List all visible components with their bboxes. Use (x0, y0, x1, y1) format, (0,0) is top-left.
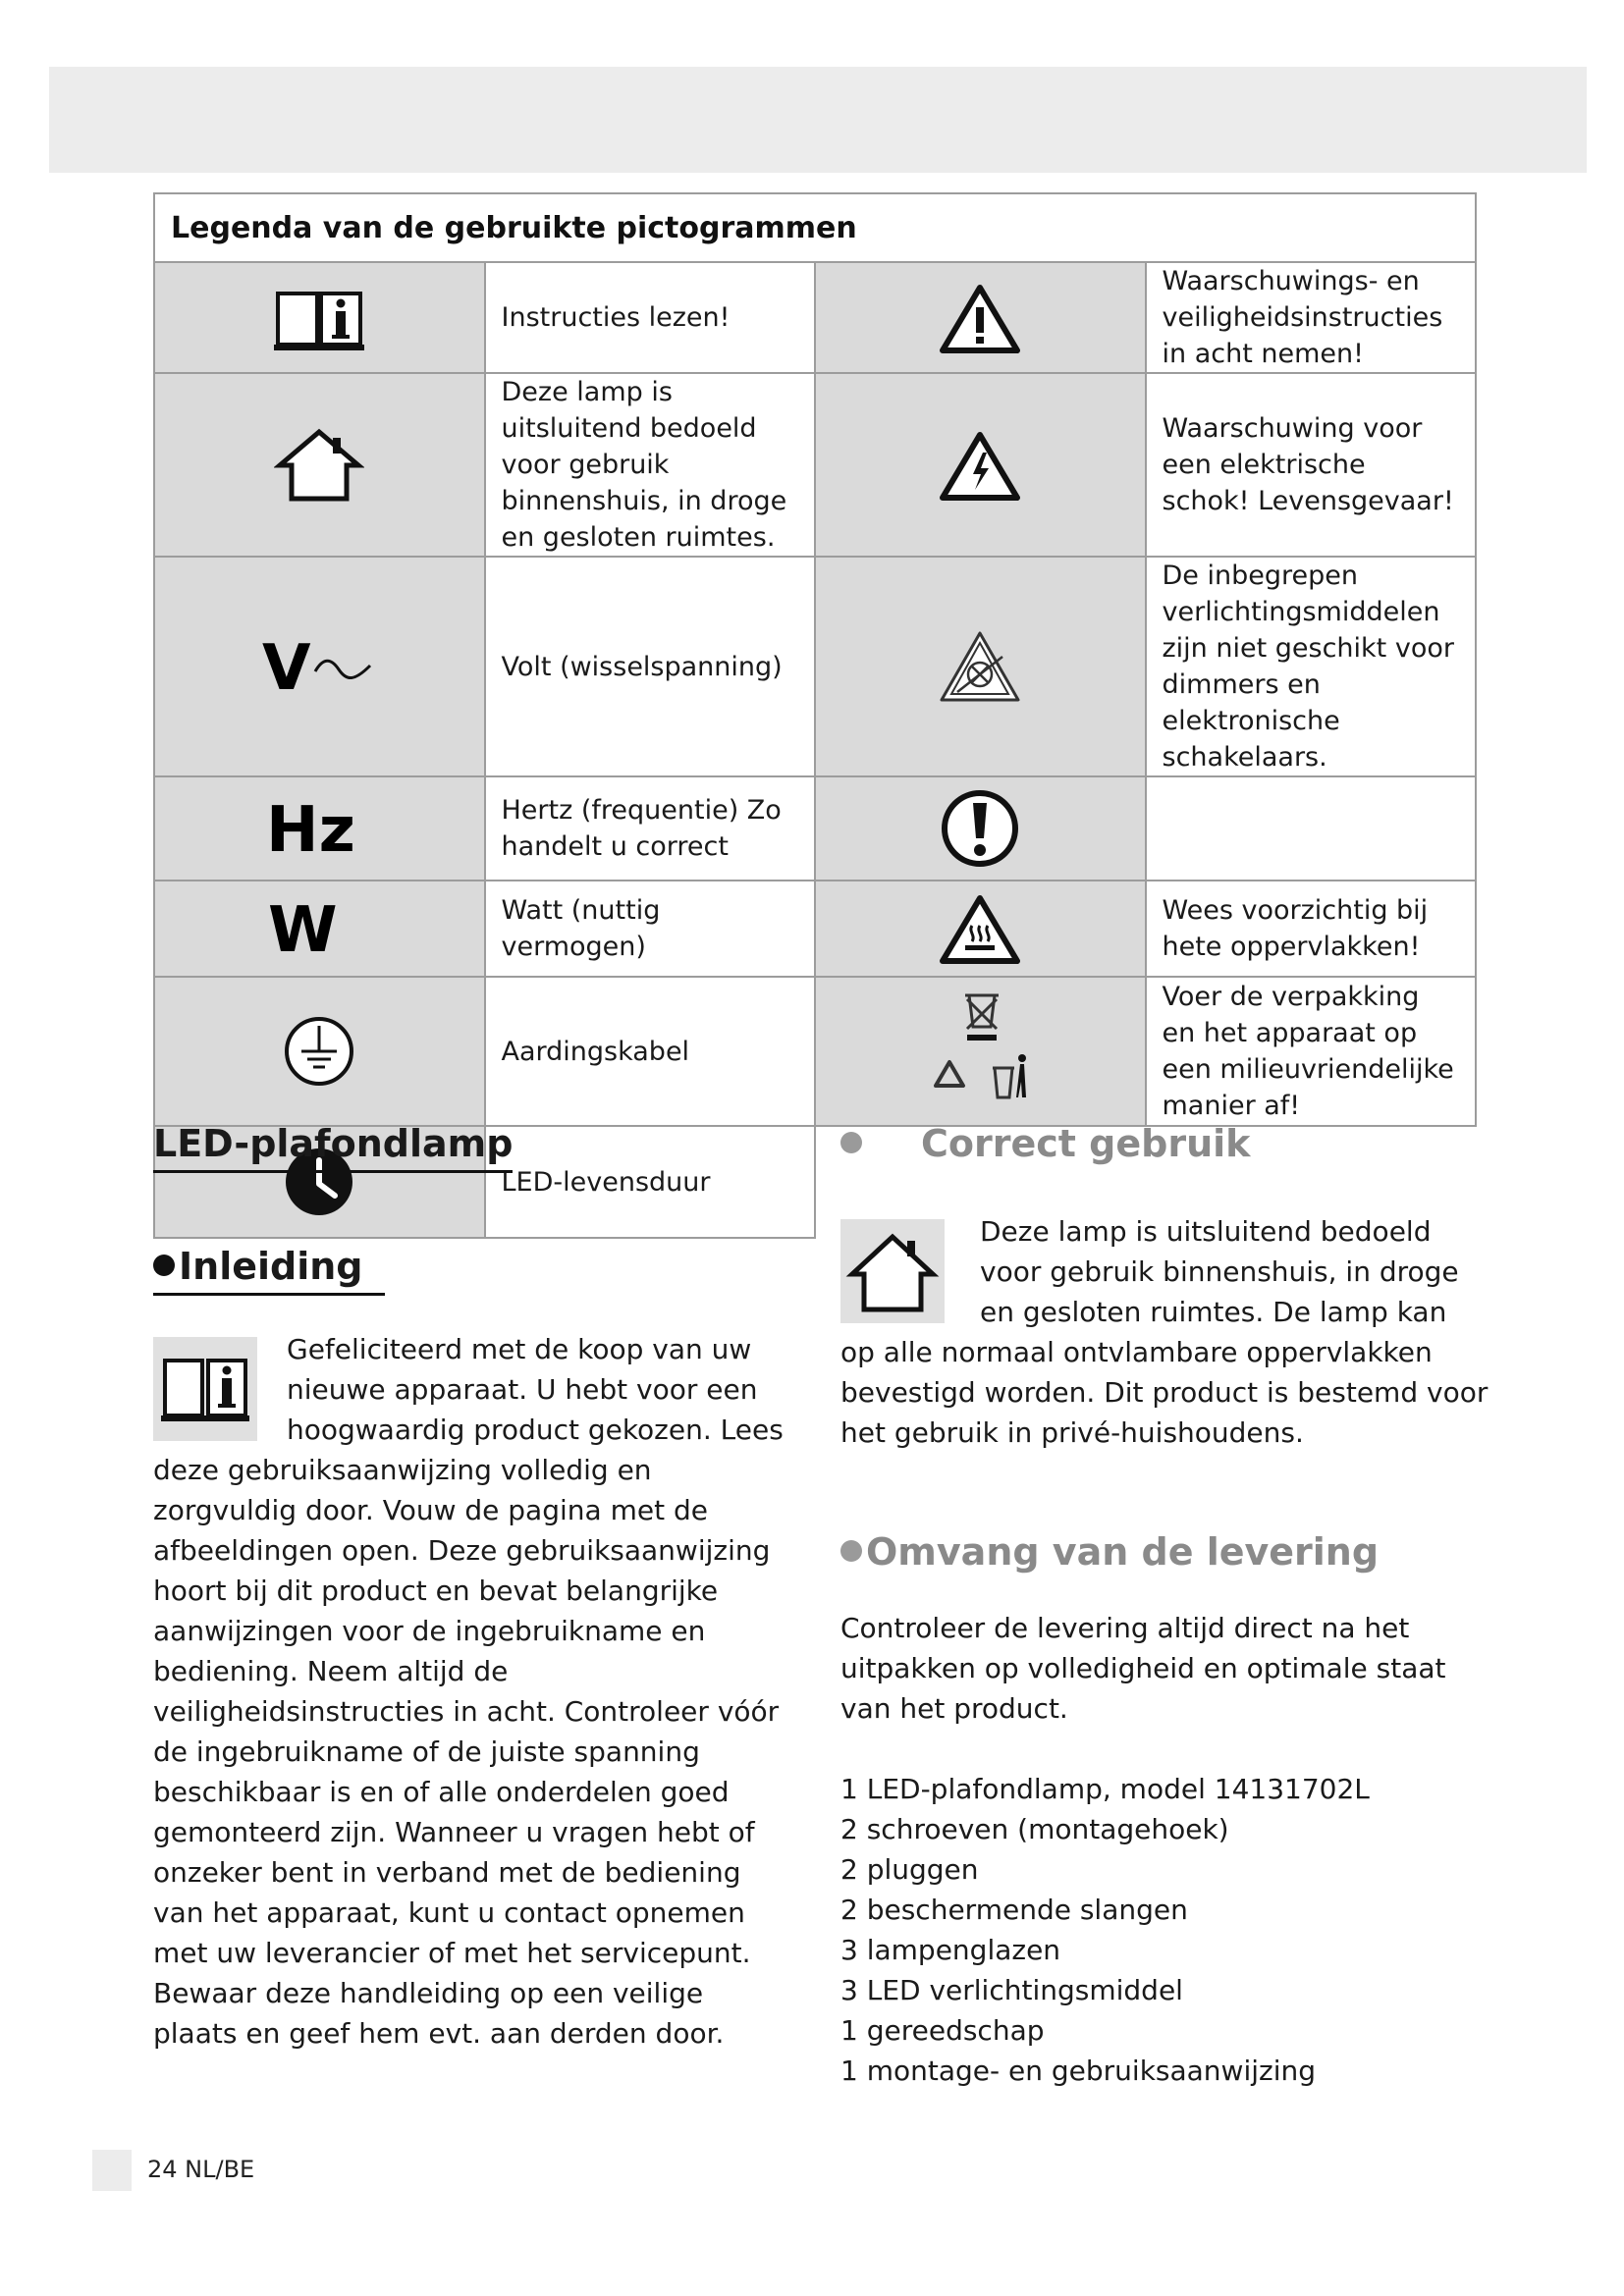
correct-use-heading-text: Correct gebruik (921, 1122, 1251, 1165)
read-instructions-icon (154, 262, 485, 373)
intro-paragraph: Gefeliciteerd met de koop van uw nieuwe apparaat. U hebt voor een hoogwaardig product gekozen. Lees deze gebruiksaanwijzing volledig en zorgvuldig door. Vouw de pagina met de afbeeldingen open. Deze gebruiksaanwijzing hoort bij dit product en bevat belangrijke aanwijzingen voor de ingebruikname en bediening. Neem altijd de veiligheidsinstructies in acht. Controleer vóór de ingebruikname of de juiste spanning beschikbaar is en of alle onderdelen goed gemonteerd zijn. Wanneer u vragen hebt of onzeker bent in verband met de bediening van het apparaat, kunt u contact opnemen met uw leverancier of met het servicepunt. Bewaar deze handleiding op een veilige plaats en geef hem evt. aan derden door. (153, 1333, 784, 2050)
delivery-list (840, 1769, 1489, 2091)
volt-symbol: V (262, 632, 311, 701)
volt-ac-icon (154, 557, 485, 776)
correct-use-paragraph: Deze lamp is uitsluitend bedoeld voor gebruik binnenshuis, in droge en gesloten ruimtes. De lamp kan op alle normaal ontvlambare oppervlakken bevestigd worden. Dit product is bestemd voor het gebruik in privé-huishoudens. (840, 1215, 1489, 1449)
legend-text: Aardingskabel (485, 977, 816, 1126)
legend-text: Hertz (frequentie) Zo handelt u correct (485, 776, 816, 881)
house-icon (154, 373, 485, 557)
no-dimmer-icon (815, 557, 1146, 776)
legend-text: Wees voorzichtig bij hete oppervlakken! (1146, 881, 1477, 977)
list-item: 1 LED-plafondlamp, model 14131702L (840, 1773, 1370, 1805)
delivery-paragraph: Controleer de levering altijd direct na het uitpakken op volledigheid en optimale staat van het product. (840, 1612, 1446, 1725)
legend-row (154, 881, 1476, 977)
electric-shock-icon (815, 373, 1146, 557)
legend-row (154, 262, 1476, 373)
legend-title: Legenda van de gebruikte pictogrammen (154, 193, 1476, 262)
page-tab (92, 2150, 132, 2191)
hot-surface-icon (815, 881, 1146, 977)
pictogram-legend (153, 192, 1477, 1239)
watt-icon (154, 881, 485, 977)
legend-text: Voer de verpakking en het apparaat op een milieuvriendelijke manier af! (1146, 977, 1477, 1126)
delivery-heading-text: Omvang van de levering (866, 1530, 1380, 1574)
legend-text: De inbegrepen verlichtingsmiddelen zijn niet geschikt voor dimmers en elektronische schakelaars. (1146, 557, 1477, 776)
list-item: 2 schroeven (montagehoek) (840, 1813, 1229, 1845)
legend-text: LED-levensduur (485, 1126, 816, 1238)
list-item: 2 beschermende slangen (840, 1894, 1188, 1926)
legend-text: Waarschuwing voor een elektrische schok! Levensgevaar! (1146, 373, 1477, 557)
left-column (153, 1119, 795, 2054)
legend-row (154, 373, 1476, 557)
legend-text: Watt (nuttig vermogen) (485, 881, 816, 977)
read-instructions-icon (153, 1337, 257, 1441)
bullet-icon (153, 1255, 175, 1276)
correct-use-heading (840, 1119, 1489, 1168)
legend-row (154, 776, 1476, 881)
exclamation-icon (815, 776, 1146, 881)
legend-row (154, 557, 1476, 776)
warning-icon (815, 262, 1146, 373)
list-item: 2 pluggen (840, 1853, 979, 1886)
bullet-icon (840, 1132, 862, 1153)
delivery-heading (840, 1527, 1489, 1576)
legend-row (154, 977, 1476, 1126)
recycling-icon (815, 977, 1146, 1126)
ground-icon (154, 977, 485, 1126)
document-title: LED-plafondlamp (153, 1119, 513, 1173)
legend-table (153, 192, 1477, 1239)
legend-text (1146, 776, 1477, 881)
list-item: 1 montage- en gebruiksaanwijzing (840, 2055, 1317, 2087)
header-bar (49, 67, 1587, 173)
legend-text: Waarschuwings- en veiligheidsinstructies in acht nemen! (1146, 262, 1477, 373)
list-item: 1 gereedschap (840, 2014, 1045, 2047)
intro-heading-text: Inleiding (179, 1245, 363, 1288)
watt-symbol: W (268, 894, 338, 963)
hertz-symbol: Hz (266, 794, 356, 863)
legend-text: Deze lamp is uitsluitend bedoeld voor gebruik binnenshuis, in droge en gesloten ruimtes. (485, 373, 816, 557)
hertz-icon (154, 776, 485, 881)
list-item: 3 lampenglazen (840, 1934, 1061, 1966)
legend-text: Instructies lezen! (485, 262, 816, 373)
bullet-icon (840, 1540, 862, 1562)
list-item: 3 LED verlichtingsmiddel (840, 1974, 1183, 2006)
page-number: 24 NL/BE (147, 2156, 255, 2183)
right-column (840, 1119, 1489, 2091)
house-icon (840, 1219, 945, 1323)
intro-heading (153, 1242, 385, 1296)
legend-text: Volt (wisselspanning) (485, 557, 816, 776)
